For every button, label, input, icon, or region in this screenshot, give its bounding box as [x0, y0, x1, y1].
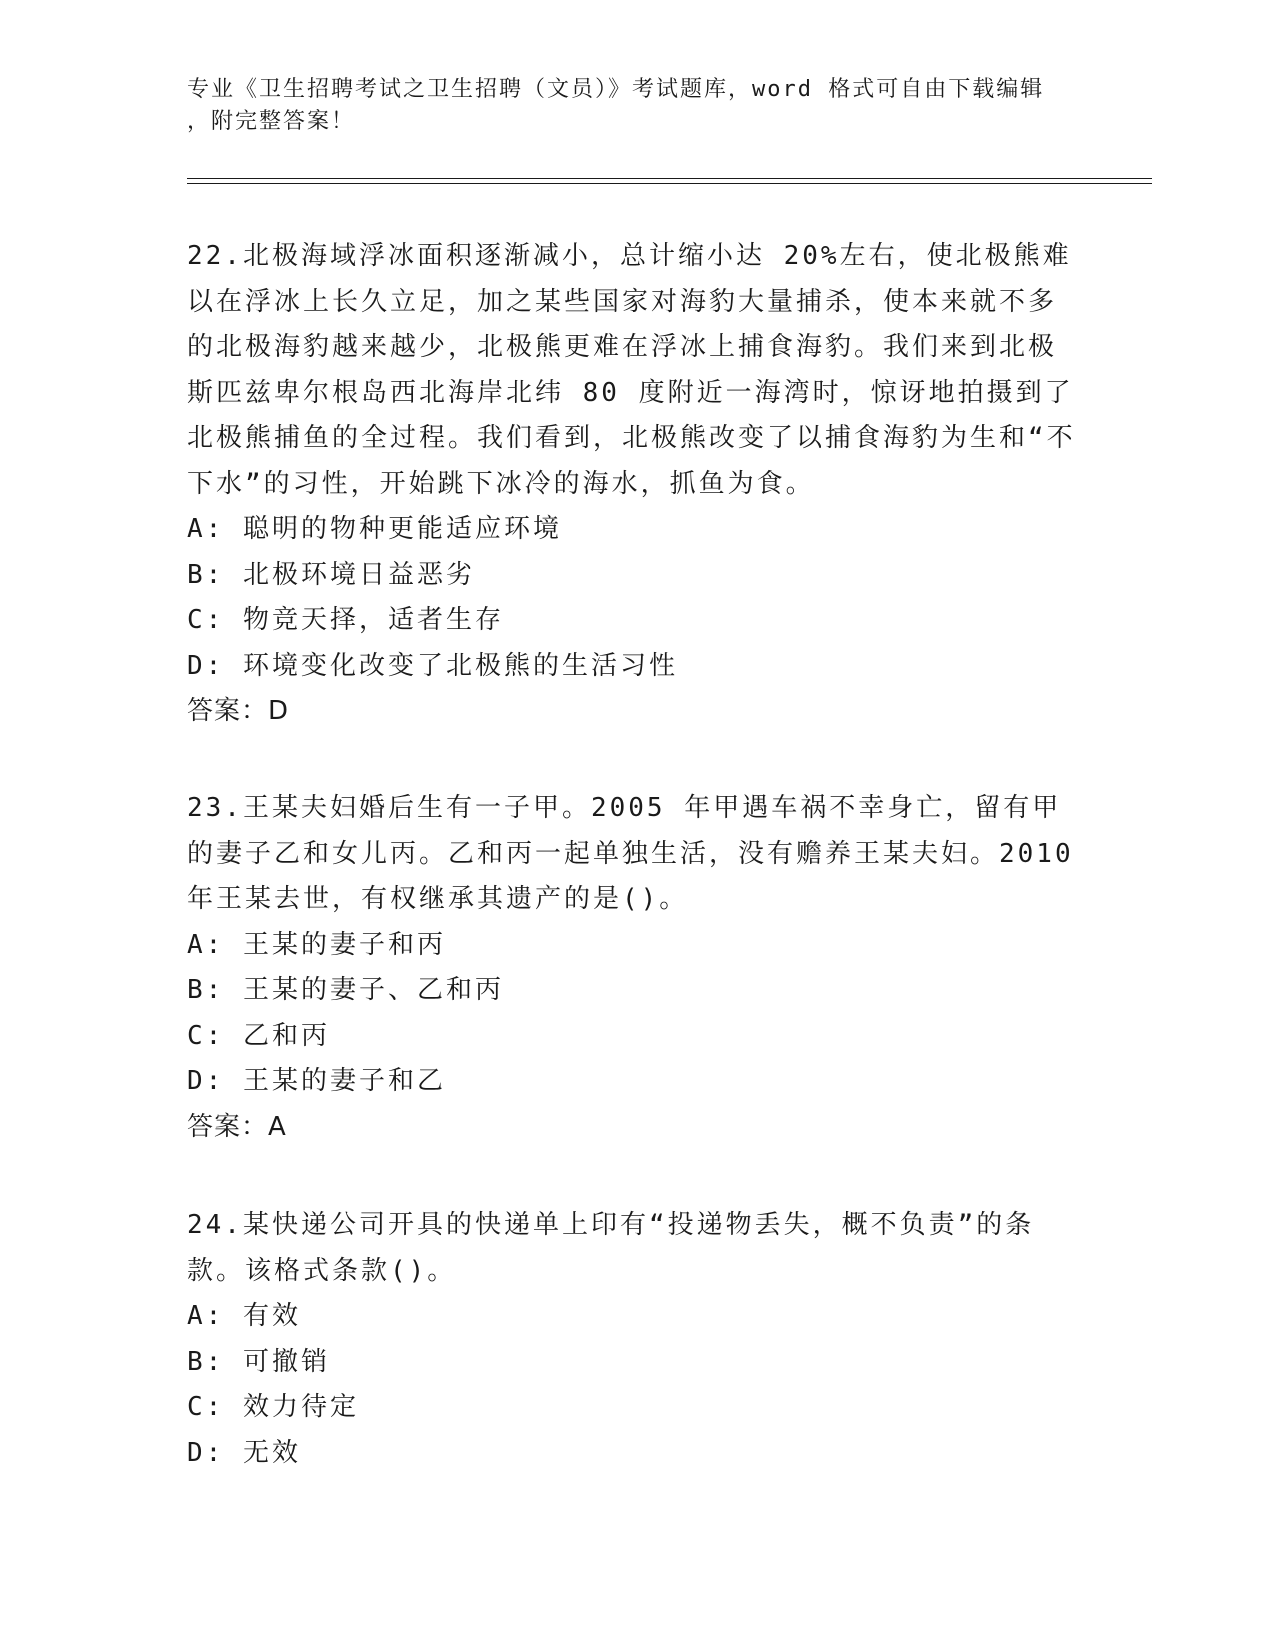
question-stem: 23.王某夫妇婚后生有一子甲。2005 年甲遇车祸不幸身亡，留有甲的妻子乙和女儿丙。乙和丙一起单独生活，没有赡养王某夫妇。2010 年王某去世，有权继承其遗产的是()。 [187, 793, 1074, 914]
option-d: D: 无效 [187, 1437, 301, 1468]
option-d: D: 王某的妻子和乙 [187, 1066, 446, 1096]
option-b: B: 可撤销 [187, 1346, 330, 1377]
question-22 [187, 234, 1077, 735]
header-divider-top [187, 178, 1152, 179]
question-stem: 24.某快递公司开具的快递单上印有“投递物丢失，概不负责”的条款。该格式条款()。 [187, 1210, 1035, 1286]
option-a: A: 有效 [187, 1301, 301, 1331]
document-header [187, 74, 1067, 138]
option-b: B: 王某的妻子、乙和丙 [187, 975, 504, 1005]
header-divider-bottom [187, 183, 1152, 184]
question-23 [187, 786, 1077, 1150]
header-line-1: 专业《卫生招聘考试之卫生招聘（文员）》考试题库，word 格式可自由下载编辑 [187, 77, 1045, 102]
option-c: C: 乙和丙 [187, 1020, 330, 1051]
answer-label: 答案：A [187, 1111, 287, 1142]
option-a: A: 王某的妻子和丙 [187, 929, 446, 960]
option-c: C: 效力待定 [187, 1392, 359, 1422]
question-24 [187, 1203, 1077, 1476]
question-stem: 22.北极海域浮冰面积逐渐减小，总计缩小达 20%左右，使北极熊难以在浮冰上长久立足，加之某些国家对海豹大量捕杀，使本来就不多的北极海豹越来越少，北极熊更难在浮冰上捕食海豹。我们来到北极斯匹兹卑尔根岛西北海岸北纬 80 度附近一海湾时，惊讶地拍摄到了北极熊捕鱼的全过程。我们看到，北极熊改变了以捕食海豹为生和“不下水”的习性，开始跳下冰冷的海水，抓鱼为食。 [187, 241, 1076, 499]
option-d: D: 环境变化改变了北极熊的生活习性 [187, 650, 678, 681]
option-b: B: 北极环境日益恶劣 [187, 559, 475, 590]
answer-label: 答案：D [187, 696, 290, 726]
option-a: A: 聪明的物种更能适应环境 [187, 514, 562, 544]
header-line-2: ，附完整答案！ [187, 109, 356, 134]
option-c: C: 物竞天择，适者生存 [187, 605, 504, 635]
